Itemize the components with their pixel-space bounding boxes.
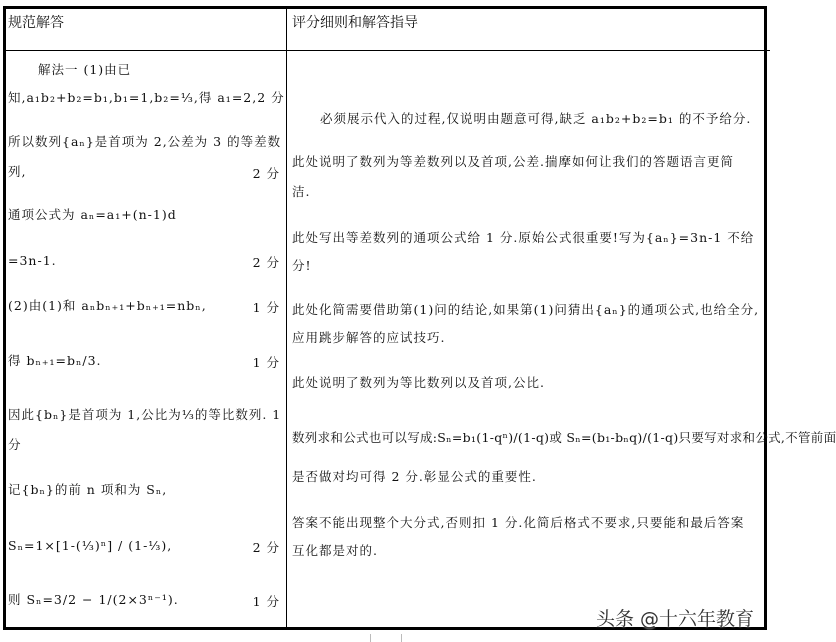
solution-line: 知,a₁b₂+b₂=b₁,b₁=1,b₂=⅓,得 a₁=2,2 分: [8, 90, 285, 105]
solution-line: 解法一 (1)由已: [38, 62, 132, 77]
guide-line: 互化都是对的.: [292, 543, 378, 558]
guide-line: 此处说明了数列为等比数列以及首项,公比.: [292, 375, 545, 390]
score-points: 1 分: [252, 594, 280, 609]
score-points: 2 分: [252, 255, 280, 270]
score-points: 2 分: [252, 166, 280, 181]
solution-line: 因此{bₙ}是首项为 1,公比为⅓的等比数列. 1: [8, 407, 282, 422]
solution-line: =3n-1.: [8, 253, 57, 268]
column-divider: [286, 6, 287, 630]
watermark: 头条 @十六年教育: [596, 608, 755, 630]
solution-line: (2)由(1)和 aₙbₙ₊₁+bₙ₊₁=nbₙ,: [8, 298, 207, 313]
solution-line: 列,: [8, 164, 27, 179]
score-points: 1 分: [252, 355, 280, 370]
guide-line: 答案不能出现整个大分式,否则扣 1 分.化简后格式不要求,只要能和最后答案: [292, 515, 745, 530]
guide-line: 数列求和公式也可以写成:Sₙ=b₁(1-qⁿ)/(1-q)或 Sₙ=(b₁-bₙq)/(1-q)只要写对求和公式,不管前面: [292, 430, 836, 445]
score-points: 1 分: [252, 300, 280, 315]
solution-line: 所以数列{aₙ}是首项为 2,公差为 3 的等差数: [8, 134, 282, 149]
header-grading-guide: 评分细则和解答指导: [292, 14, 418, 30]
guide-line: 洁.: [292, 184, 311, 199]
guide-line: 应用跳步解答的应试技巧.: [292, 330, 446, 345]
solution-line: Sₙ=1×[1-(⅓)ⁿ] / (1-⅓),: [8, 538, 173, 553]
guide-line: 此处写出等差数列的通项公式给 1 分.原始公式很重要!写为{aₙ}=3n-1 不给: [292, 230, 755, 245]
guide-line: 此处化简需要借助第(1)问的结论,如果第(1)问猜出{aₙ}的通项公式,也给全分,: [292, 302, 760, 317]
score-points: 2 分: [252, 540, 280, 555]
solution-line: 则 Sₙ=3/2 − 1/(2×3ⁿ⁻¹).: [8, 592, 179, 607]
header-standard-solution: 规范解答: [8, 14, 64, 30]
guide-line: 分!: [292, 258, 312, 273]
guide-line: 此处说明了数列为等差数列以及首项,公差.揣摩如何让我们的答题语言更简: [292, 154, 734, 169]
solution-line: 得 bₙ₊₁=bₙ/3.: [8, 353, 102, 368]
solution-line: 通项公式为 aₙ=a₁+(n-1)d: [8, 207, 177, 222]
solution-line: 分: [8, 437, 22, 452]
solution-line: 记{bₙ}的前 n 项和为 Sₙ,: [8, 482, 168, 497]
guide-line: 必须展示代入的过程,仅说明由题意可得,缺乏 a₁b₂+b₂=b₁ 的不予给分.: [320, 111, 752, 126]
guide-line: 是否做对均可得 2 分.彰显公式的重要性.: [292, 469, 537, 484]
header-divider: [3, 50, 770, 51]
scroll-stub: [370, 634, 402, 642]
